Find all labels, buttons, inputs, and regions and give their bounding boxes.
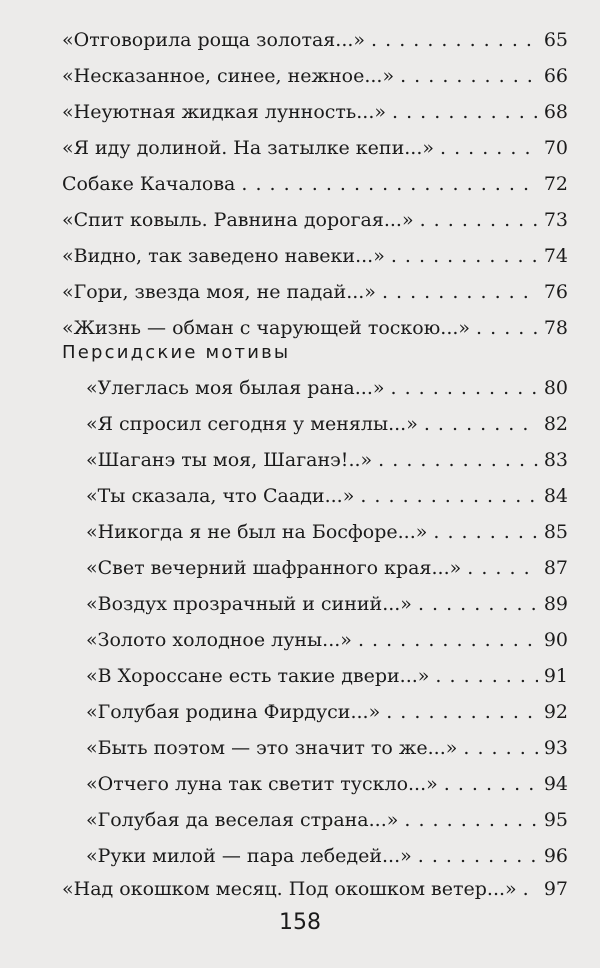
- toc-entry-page: 84: [543, 485, 568, 507]
- toc-entry-title: «Гори, звезда моя, не падай...»: [62, 281, 376, 303]
- toc-entry-title: «Жизнь — обман с чарующей тоскою...»: [62, 317, 471, 339]
- toc-entry: [86, 658, 568, 688]
- toc-entry-title: «Воздух прозрачный и синий...»: [86, 593, 412, 615]
- toc-leader-dots: [433, 520, 537, 544]
- toc-entry-title: «Неуютная жидкая лунность...»: [62, 101, 387, 123]
- toc-leader-dots: [435, 664, 537, 688]
- toc-entry: [86, 550, 568, 580]
- toc-leader-dots: [420, 208, 538, 232]
- toc-leader-dots: [360, 484, 537, 508]
- toc-entry-page: 82: [543, 413, 568, 435]
- toc-leader-dots: [386, 700, 538, 724]
- toc-entry-title: «Голубая родина Фирдуси...»: [86, 701, 381, 723]
- toc-entry: [62, 274, 568, 304]
- toc-entry: [86, 838, 568, 868]
- toc-entry: [86, 370, 568, 400]
- toc-leader-dots: [444, 772, 538, 796]
- toc-entry-page: 76: [543, 281, 568, 303]
- toc-entry-title: «Шаганэ ты моя, Шаганэ!..»: [86, 449, 373, 471]
- toc-entry-title: «Видно, так заведено навеки...»: [62, 245, 385, 267]
- toc-entry: [86, 802, 568, 832]
- toc-leader-dots: [467, 556, 538, 580]
- toc-entry-page: 85: [543, 521, 568, 543]
- toc-leader-dots: [404, 808, 537, 832]
- toc-leader-dots: [476, 316, 538, 340]
- toc-entry: [86, 694, 568, 724]
- toc-entry-title: «Золото холодное луны...»: [86, 629, 352, 651]
- toc-entry-page: 83: [543, 449, 568, 471]
- toc-entry-title: «Отговорила роща золотая...»: [62, 29, 366, 51]
- toc-entry-title: «Ты сказала, что Саади...»: [86, 485, 355, 507]
- toc-entry-page: 78: [543, 317, 568, 339]
- toc-entry-page: 70: [543, 137, 568, 159]
- toc-entry: [62, 166, 568, 196]
- toc-entry: [62, 130, 568, 160]
- toc-leader-dots: [391, 376, 538, 400]
- toc-entry-page: 96: [543, 845, 568, 867]
- toc-entry-page: 90: [543, 629, 568, 651]
- section-heading: Персидские мотивы: [62, 342, 291, 363]
- toc-entry: [86, 586, 568, 616]
- toc-leader-dots: [358, 628, 538, 652]
- toc-entry-page: 73: [543, 209, 568, 231]
- toc-entry-page: 80: [543, 377, 568, 399]
- toc-leader-dots: [418, 844, 538, 868]
- page-number: 158: [279, 910, 321, 935]
- toc-entry: [62, 202, 568, 232]
- toc-entry-title: Собаке Качалова: [62, 173, 236, 195]
- toc-entry-page: 65: [543, 29, 568, 51]
- toc-leader-dots: [378, 448, 538, 472]
- toc-entry: [86, 514, 568, 544]
- toc-entry: [86, 622, 568, 652]
- toc-entry: [62, 238, 568, 268]
- toc-entry: [62, 22, 568, 52]
- toc-entry-title: «Над окошком месяц. Под окошком ветер...»: [62, 878, 517, 900]
- toc-entry: [62, 871, 568, 901]
- toc-entry: [86, 406, 568, 436]
- toc-entry-title: «Я спросил сегодня у менялы...»: [86, 413, 418, 435]
- toc-entry: [62, 58, 568, 88]
- toc-entry: [86, 730, 568, 760]
- toc-leader-dots: [241, 172, 537, 196]
- toc-entry-title: «Руки милой — пара лебедей...»: [86, 845, 412, 867]
- toc-leader-dots: [391, 244, 538, 268]
- toc-leader-dots: [392, 100, 538, 124]
- toc-entry: [86, 478, 568, 508]
- toc-entry: [86, 442, 568, 472]
- toc-entry-page: 91: [543, 665, 568, 687]
- toc-entry-page: 93: [543, 737, 568, 759]
- toc-entry-page: 72: [543, 173, 568, 195]
- toc-entry-page: 92: [543, 701, 568, 723]
- toc-entry-page: 66: [543, 65, 568, 87]
- toc-entry-page: 68: [543, 101, 568, 123]
- toc-entry-title: «Улеглась моя былая рана...»: [86, 377, 385, 399]
- toc-entry-page: 74: [543, 245, 568, 267]
- toc-leader-dots: [463, 736, 537, 760]
- toc-entry-title: «Отчего луна так светит тускло...»: [86, 773, 438, 795]
- toc-entry-page: 89: [543, 593, 568, 615]
- toc-entry-title: «В Хороссане есть такие двери...»: [86, 665, 430, 687]
- toc-entry-page: 97: [543, 878, 568, 900]
- toc-leader-dots: [371, 28, 538, 52]
- toc-entry-page: 87: [543, 557, 568, 579]
- toc-leader-dots: [400, 64, 538, 88]
- toc-entry-page: 94: [543, 773, 568, 795]
- toc-entry: [62, 310, 568, 340]
- toc-entry-title: «Я иду долиной. На затылке кепи...»: [62, 137, 434, 159]
- toc-leader-dots: [440, 136, 538, 160]
- toc-entry-title: «Спит ковыль. Равнина дорогая...»: [62, 209, 414, 231]
- toc-entry-title: «Несказанное, синее, нежное...»: [62, 65, 395, 87]
- toc-entry-title: «Никогда я не был на Босфоре...»: [86, 521, 428, 543]
- toc-entry-title: «Быть поэтом — это значит то же...»: [86, 737, 458, 759]
- toc-leader-dots: [523, 877, 538, 901]
- toc-leader-dots: [382, 280, 538, 304]
- toc-leader-dots: [418, 592, 538, 616]
- toc-entry: [62, 94, 568, 124]
- toc-entry-title: «Голубая да веселая страна...»: [86, 809, 399, 831]
- toc-entry: [86, 766, 568, 796]
- toc-entry-title: «Свет вечерний шафранного края...»: [86, 557, 462, 579]
- toc-entry-page: 95: [543, 809, 568, 831]
- toc-leader-dots: [424, 412, 538, 436]
